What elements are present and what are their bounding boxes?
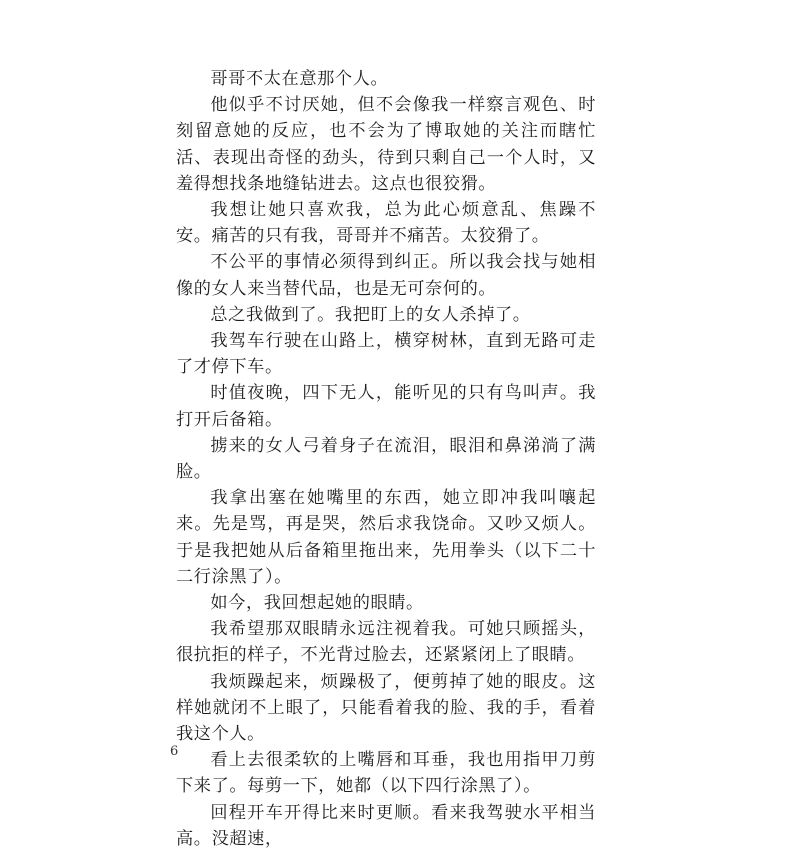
paragraph: 看上去很柔软的上嘴唇和耳垂，我也用指甲刀剪下来了。每剪一下，她都（以下四行涂黑了）。 (176, 750, 596, 797)
paragraph: 我拿出塞在她嘴里的东西，她立即冲我叫嚷起来。先是骂，再是哭，然后求我饶命。又吵又烦人。于是我把她从后备箱里拖出来，先用拳头（以下二十二行涂黑了）。 (176, 488, 596, 587)
paragraph: 哥哥不太在意那个人。 (210, 69, 389, 89)
paragraph: 时值夜晚，四下无人，能听见的只有鸟叫声。我打开后备箱。 (176, 383, 596, 430)
paragraph: 我希望那双眼睛永远注视着我。可她只顾摇头，很抗拒的样子，不光背过脸去，还紧紧闭上了眼睛。 (176, 619, 596, 666)
paragraph: 总之我做到了。我把盯上的女人杀掉了。 (210, 304, 531, 325)
body-text (176, 66, 596, 852)
paragraph: 不公平的事情必须得到纠正。所以我会找与她相像的女人来当替代品，也是无可奈何的。 (176, 252, 596, 299)
paragraph: 他似乎不讨厌她，但不会像我一样察言观色、时刻留意她的反应，也不会为了博取她的关注而瞎忙活、表现出奇怪的劲头，待到只剩自己一个人时，又羞得想找条地缝钻进去。这点也很狡猾。 (176, 95, 596, 194)
paragraph: 如今，我回想起她的眼睛。 (210, 593, 424, 614)
page-number: 6 (170, 744, 179, 759)
paragraph: 我烦躁起来，烦躁极了，便剪掉了她的眼皮。这样她就闭不上眼了，只能看着我的脸、我的手，看着我这个人。 (176, 671, 596, 745)
paragraph: 我驾车行驶在山路上，横穿树林，直到无路可走了才停下车。 (176, 331, 596, 378)
paragraph: 我想让她只喜欢我，总为此心烦意乱、焦躁不安。痛苦的只有我，哥哥并不痛苦。太狡猾了。 (176, 200, 596, 247)
paragraph: 回程开车开得比来时更顺。看来我驾驶水平相当高。没超速， (176, 802, 596, 849)
paragraph: 掳来的女人弓着身子在流泪，眼泪和鼻涕淌了满脸。 (176, 435, 596, 483)
